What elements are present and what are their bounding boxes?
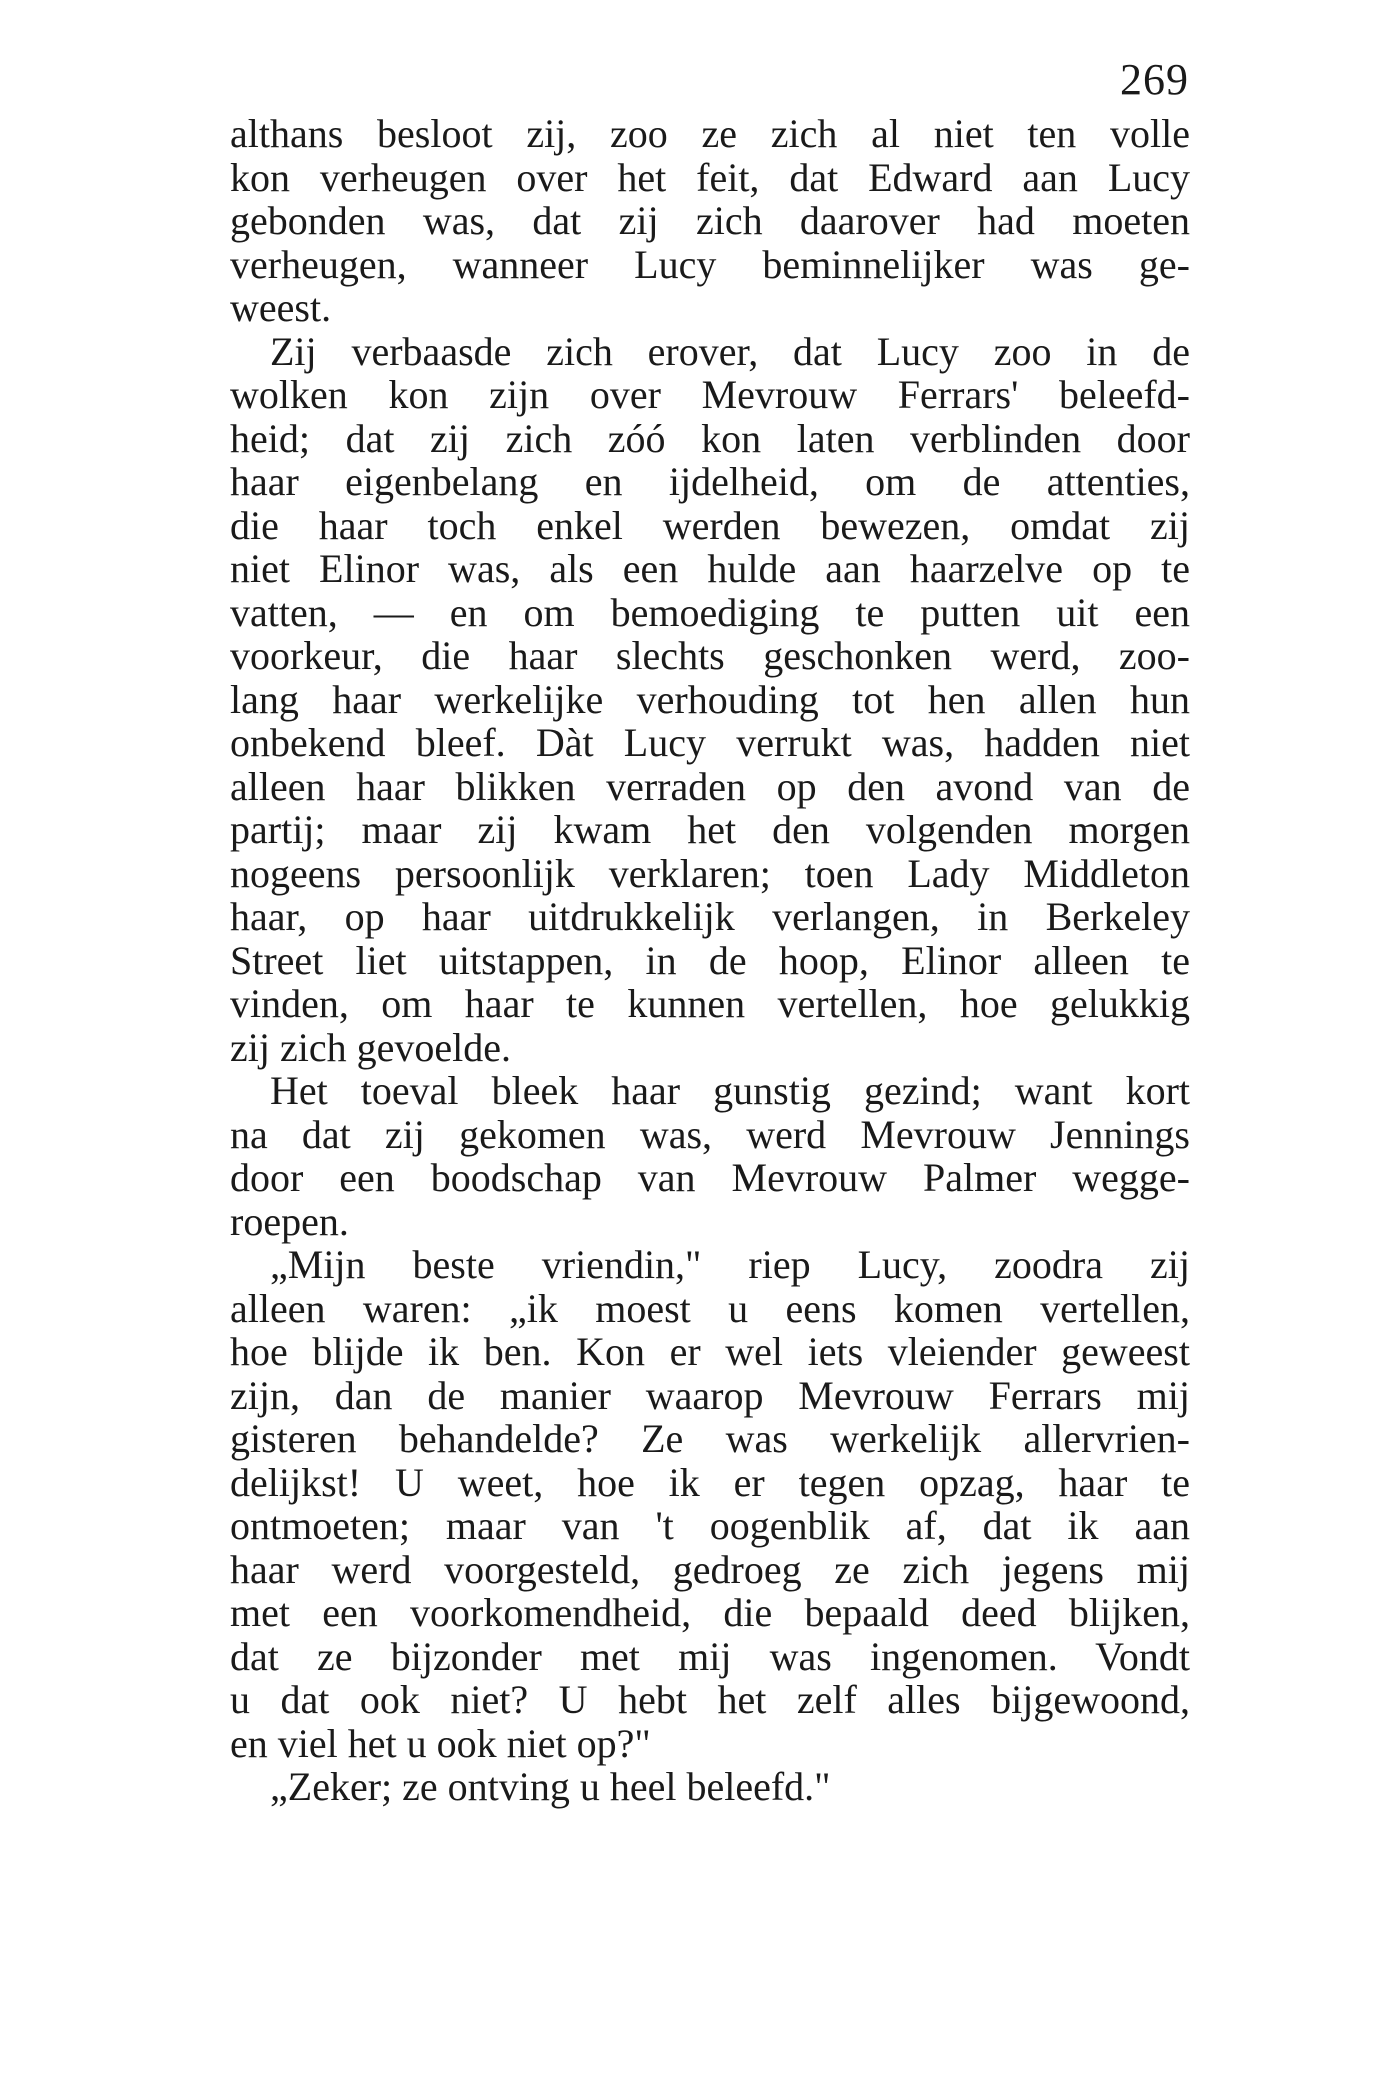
- text-line: gisteren behandelde? Ze was werkelijk allervrien-: [230, 1416, 1190, 1461]
- text-line: na dat zij gekomen was, werd Mevrouw Jennings: [230, 1111, 1190, 1157]
- text-line: zij zich gevoelde.: [230, 1024, 511, 1070]
- text-line: niet Elinor was, als een hulde aan haarzelve op te: [230, 546, 1190, 591]
- text-line: althans besloot zij, zoo ze zich al niet ten volle: [230, 111, 1190, 156]
- text-line: alleen haar blikken verraden op den avond van de: [230, 763, 1190, 809]
- text-line: heid; dat zij zich zóó kon laten verblinden door: [230, 415, 1190, 461]
- text-line: roepen.: [230, 1198, 349, 1244]
- text-line: verheugen, wanneer Lucy beminnelijker was ge-: [230, 241, 1190, 287]
- text-line: Zij verbaasde zich erover, dat Lucy zoo in de: [270, 328, 1190, 374]
- text-line: hoe blijde ik ben. Kon er wel iets vleiender geweest: [230, 1329, 1190, 1374]
- text-line: delijkst! U weet, hoe ik er tegen opzag, haar te: [230, 1459, 1190, 1505]
- text-line: alleen waren: „ik moest u eens komen vertellen,: [230, 1285, 1190, 1331]
- text-line: voorkeur, die haar slechts geschonken werd, zoo-: [230, 633, 1190, 678]
- text-line: vatten, — en om bemoediging te putten uit een: [230, 589, 1190, 635]
- text-line: die haar toch enkel werden bewezen, omdat zij: [230, 502, 1190, 548]
- text-line: partij; maar zij kwam het den volgenden morgen: [230, 807, 1190, 852]
- text-line: met een voorkomendheid, die bepaald deed blijken,: [230, 1590, 1190, 1635]
- text-line: haar, op haar uitdrukkelijk verlangen, in Berkeley: [230, 894, 1190, 939]
- text-line: dat ze bijzonder met mij was ingenomen. Vondt: [230, 1633, 1190, 1679]
- text-line: en viel het u ook niet op?": [230, 1720, 651, 1766]
- text-line: gebonden was, dat zij zich daarover had moeten: [230, 198, 1190, 243]
- text-line: haar werd voorgesteld, gedroeg ze zich jegens mij: [230, 1546, 1190, 1592]
- text-line: „Zeker; ze ontving u heel beleefd.": [270, 1764, 831, 1809]
- text-line: nogeens persoonlijk verklaren; toen Lady Middleton: [230, 850, 1190, 896]
- body-text: [230, 112, 1190, 1809]
- text-line: zijn, dan de manier waarop Mevrouw Ferrars mij: [230, 1372, 1190, 1418]
- text-line: weest.: [230, 285, 332, 330]
- text-line: haar eigenbelang en ijdelheid, om de attenties,: [230, 459, 1190, 504]
- text-line: u dat ook niet? U hebt het zelf alles bijgewoond,: [230, 1677, 1190, 1722]
- text-line: kon verheugen over het feit, dat Edward aan Lucy: [230, 154, 1190, 200]
- text-line: onbekend bleef. Dàt Lucy verrukt was, hadden niet: [230, 720, 1190, 765]
- text-line: Het toeval bleek haar gunstig gezind; want kort: [270, 1068, 1190, 1113]
- text-line: Street liet uitstappen, in de hoop, Elinor alleen te: [230, 937, 1190, 983]
- text-line: ontmoeten; maar van 't oogenblik af, dat ik aan: [230, 1503, 1190, 1548]
- text-line: „Mijn beste vriendin," riep Lucy, zoodra zij: [270, 1242, 1190, 1287]
- text-line: vinden, om haar te kunnen vertellen, hoe gelukkig: [230, 981, 1190, 1026]
- text-line: lang haar werkelijke verhouding tot hen allen hun: [230, 676, 1190, 722]
- text-line: wolken kon zijn over Mevrouw Ferrars' beleefd-: [230, 372, 1190, 417]
- page-number: 269: [1120, 55, 1189, 104]
- text-line: door een boodschap van Mevrouw Palmer wegge-: [230, 1155, 1190, 1200]
